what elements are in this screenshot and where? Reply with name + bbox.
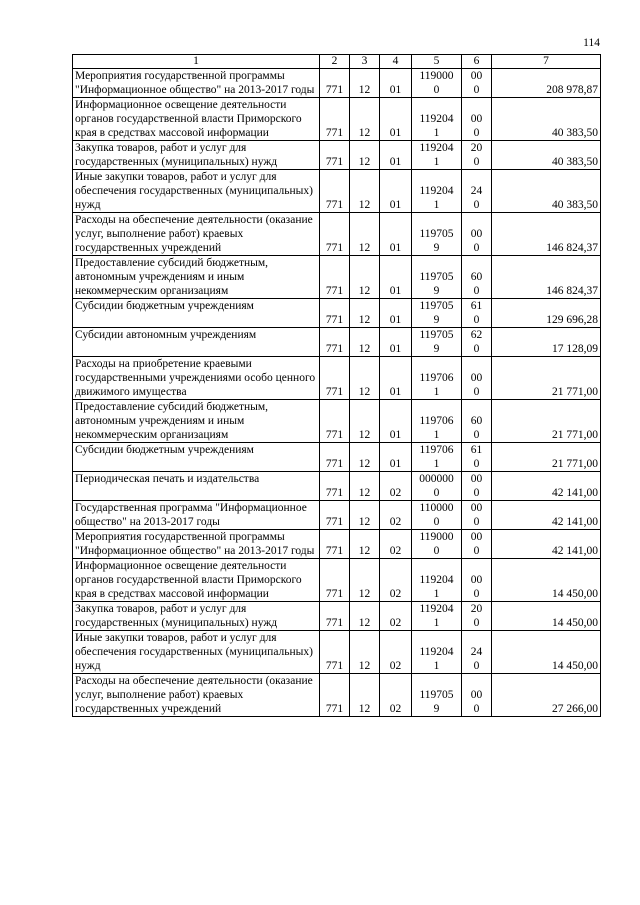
table-body — [73, 69, 601, 717]
table-row — [73, 501, 601, 530]
header-row — [73, 55, 601, 69]
row-code-5-text: 119204 1 — [419, 574, 454, 600]
header-col-3: 3 — [350, 55, 380, 69]
row-name-text: Информационное освещение деятельности органов государственной власти Приморского края в средствах массовой информации — [75, 99, 302, 139]
row-code-5-text: 119705 9 — [419, 329, 454, 355]
row-code-2-text: 771 — [325, 545, 344, 557]
row-code-3 — [350, 141, 380, 170]
row-code-4 — [380, 400, 412, 443]
row-code-3 — [350, 213, 380, 256]
row-code-2-text: 771 — [325, 617, 344, 629]
row-code-6-text: 62 0 — [470, 329, 483, 355]
row-code-4-text: 02 — [389, 545, 402, 557]
row-code-2 — [320, 170, 350, 213]
row-amount — [492, 98, 601, 141]
header-col-1: 1 — [73, 55, 320, 69]
row-code-2 — [320, 141, 350, 170]
row-name-text: Периодическая печать и издательства — [75, 473, 260, 485]
row-code-2 — [320, 501, 350, 530]
row-code-4-text: 02 — [389, 487, 402, 499]
row-name — [73, 256, 320, 299]
row-amount — [492, 328, 601, 357]
table-row — [73, 357, 601, 400]
row-name-text: Субсидии бюджетным учреждениям — [75, 300, 254, 312]
row-code-4 — [380, 472, 412, 501]
row-name-text: Субсидии бюджетным учреждениям — [75, 444, 254, 456]
row-name — [73, 472, 320, 501]
row-code-2-text: 771 — [325, 703, 344, 715]
row-code-5 — [412, 501, 462, 530]
row-amount-text: 129 696,28 — [546, 314, 598, 326]
row-code-6 — [462, 400, 492, 443]
row-code-4 — [380, 530, 412, 559]
row-code-3 — [350, 256, 380, 299]
row-code-2 — [320, 631, 350, 674]
row-code-3 — [350, 530, 380, 559]
row-name-text: Иные закупки товаров, работ и услуг для обеспечения государственных (муниципальных) нужд — [75, 171, 313, 211]
row-code-3-text: 12 — [358, 314, 371, 326]
table-row — [73, 213, 601, 256]
row-code-6-text: 60 0 — [470, 271, 483, 297]
row-code-5-text: 119705 9 — [419, 689, 454, 715]
row-code-6 — [462, 530, 492, 559]
row-code-5 — [412, 472, 462, 501]
row-code-2 — [320, 400, 350, 443]
row-code-6-text: 00 0 — [470, 502, 483, 528]
row-code-5-text: 119705 9 — [419, 228, 454, 254]
row-amount-text: 21 771,00 — [552, 429, 598, 441]
row-amount-text: 40 383,50 — [552, 127, 598, 139]
row-code-2-text: 771 — [325, 516, 344, 528]
row-code-5 — [412, 400, 462, 443]
row-amount — [492, 472, 601, 501]
row-code-6 — [462, 602, 492, 631]
row-amount-text: 42 141,00 — [552, 487, 598, 499]
row-code-6 — [462, 69, 492, 98]
row-name-text: Закупка товаров, работ и услуг для государственных (муниципальных) нужд — [75, 142, 278, 168]
row-amount-text: 42 141,00 — [552, 516, 598, 528]
row-code-3-text: 12 — [358, 458, 371, 470]
row-code-6 — [462, 98, 492, 141]
header-col-2: 2 — [320, 55, 350, 69]
header-col-5: 5 — [412, 55, 462, 69]
row-code-2 — [320, 256, 350, 299]
table-row — [73, 141, 601, 170]
row-amount — [492, 299, 601, 328]
row-code-4-text: 02 — [389, 588, 402, 600]
row-code-3 — [350, 400, 380, 443]
row-amount-text: 42 141,00 — [552, 545, 598, 557]
row-code-4-text: 02 — [389, 703, 402, 715]
row-code-6 — [462, 631, 492, 674]
row-amount-text: 17 128,09 — [552, 343, 598, 355]
table-row — [73, 170, 601, 213]
table-row — [73, 256, 601, 299]
table-row — [73, 530, 601, 559]
row-code-4 — [380, 98, 412, 141]
row-code-3-text: 12 — [358, 617, 371, 629]
row-code-4 — [380, 631, 412, 674]
row-name-text: Предоставление субсидий бюджетным, автономным учреждениям и иным некоммерческим организациям — [75, 401, 269, 441]
row-code-4-text: 02 — [389, 516, 402, 528]
row-code-2-text: 771 — [325, 660, 344, 672]
row-name — [73, 213, 320, 256]
row-code-6 — [462, 443, 492, 472]
row-code-6-text: 00 0 — [470, 228, 483, 254]
row-code-6-text: 00 0 — [470, 113, 483, 139]
table-row — [73, 602, 601, 631]
row-code-5-text: 119204 1 — [419, 185, 454, 211]
row-code-3 — [350, 328, 380, 357]
row-code-5 — [412, 357, 462, 400]
row-amount — [492, 256, 601, 299]
row-code-3 — [350, 472, 380, 501]
row-code-5-text: 119204 1 — [419, 113, 454, 139]
row-code-6-text: 00 0 — [470, 531, 483, 557]
row-code-4-text: 01 — [389, 314, 402, 326]
row-code-5-text: 119706 1 — [419, 444, 454, 470]
row-amount — [492, 443, 601, 472]
row-amount-text: 14 450,00 — [552, 660, 598, 672]
row-code-5 — [412, 170, 462, 213]
table-row — [73, 400, 601, 443]
row-name — [73, 631, 320, 674]
row-code-4 — [380, 501, 412, 530]
row-code-5 — [412, 256, 462, 299]
row-name-text: Субсидии автономным учреждениям — [75, 329, 257, 341]
row-code-5-text: 119705 9 — [419, 300, 454, 326]
row-code-4-text: 02 — [389, 617, 402, 629]
row-code-3-text: 12 — [358, 285, 371, 297]
table-row — [73, 443, 601, 472]
table-row — [73, 69, 601, 98]
row-code-5-text: 119000 0 — [419, 70, 454, 96]
row-code-5 — [412, 213, 462, 256]
row-code-4 — [380, 357, 412, 400]
row-code-3 — [350, 631, 380, 674]
row-code-6-text: 00 0 — [470, 372, 483, 398]
row-code-6-text: 24 0 — [470, 185, 483, 211]
row-code-3 — [350, 357, 380, 400]
row-code-4-text: 01 — [389, 199, 402, 211]
row-code-3-text: 12 — [358, 156, 371, 168]
row-amount — [492, 559, 601, 602]
row-code-2 — [320, 69, 350, 98]
row-name — [73, 357, 320, 400]
row-code-4 — [380, 69, 412, 98]
row-code-5 — [412, 443, 462, 472]
row-code-5 — [412, 328, 462, 357]
row-amount-text: 21 771,00 — [552, 458, 598, 470]
row-code-6 — [462, 501, 492, 530]
row-code-2-text: 771 — [325, 458, 344, 470]
row-code-6-text: 20 0 — [470, 142, 483, 168]
row-code-2-text: 771 — [325, 314, 344, 326]
row-name — [73, 328, 320, 357]
row-code-4 — [380, 170, 412, 213]
row-code-5-text: 110000 0 — [419, 502, 454, 528]
row-name — [73, 141, 320, 170]
row-code-2-text: 771 — [325, 127, 344, 139]
row-code-2 — [320, 357, 350, 400]
row-name-text: Расходы на обеспечение деятельности (оказание услуг, выполнение работ) краевых государственных учреждений — [75, 675, 313, 715]
row-amount-text: 14 450,00 — [552, 617, 598, 629]
row-amount-text: 146 824,37 — [546, 285, 598, 297]
row-code-4-text: 01 — [389, 127, 402, 139]
row-amount-text: 40 383,50 — [552, 156, 598, 168]
row-code-3 — [350, 98, 380, 141]
row-code-4-text: 01 — [389, 386, 402, 398]
row-code-2 — [320, 530, 350, 559]
row-code-5-text: 119706 1 — [419, 372, 454, 398]
row-code-4 — [380, 299, 412, 328]
row-code-2-text: 771 — [325, 199, 344, 211]
row-code-2-text: 771 — [325, 343, 344, 355]
row-code-6-text: 00 0 — [470, 70, 483, 96]
row-code-4 — [380, 674, 412, 717]
row-code-6-text: 00 0 — [470, 473, 483, 499]
row-code-4 — [380, 141, 412, 170]
row-code-2 — [320, 98, 350, 141]
row-code-3 — [350, 674, 380, 717]
row-code-3-text: 12 — [358, 242, 371, 254]
table-row — [73, 631, 601, 674]
row-amount-text: 146 824,37 — [546, 242, 598, 254]
row-code-5-text: 119705 9 — [419, 271, 454, 297]
row-code-4 — [380, 559, 412, 602]
row-name — [73, 170, 320, 213]
row-code-2-text: 771 — [325, 386, 344, 398]
row-name — [73, 501, 320, 530]
row-name-text: Мероприятия государственной программы "Информационное общество" на 2013-2017 годы — [75, 531, 315, 557]
row-code-6-text: 00 0 — [470, 574, 483, 600]
row-code-6 — [462, 559, 492, 602]
row-code-5-text: 119204 1 — [419, 646, 454, 672]
row-code-2-text: 771 — [325, 242, 344, 254]
row-code-5-text: 119204 1 — [419, 603, 454, 629]
table-row — [73, 98, 601, 141]
row-code-2-text: 771 — [325, 285, 344, 297]
row-code-4-text: 01 — [389, 429, 402, 441]
row-name-text: Государственная программа "Информационное общество" на 2013-2017 годы — [75, 502, 307, 528]
row-code-2 — [320, 328, 350, 357]
row-code-5 — [412, 559, 462, 602]
row-code-5 — [412, 602, 462, 631]
row-code-3-text: 12 — [358, 84, 371, 96]
row-code-5 — [412, 69, 462, 98]
row-name-text: Предоставление субсидий бюджетным, автономным учреждениям и иным некоммерческим организациям — [75, 257, 269, 297]
row-code-6 — [462, 674, 492, 717]
row-code-2-text: 771 — [325, 487, 344, 499]
table-row — [73, 674, 601, 717]
row-code-3 — [350, 501, 380, 530]
row-code-3-text: 12 — [358, 588, 371, 600]
row-code-3-text: 12 — [358, 516, 371, 528]
row-code-5 — [412, 141, 462, 170]
row-code-3-text: 12 — [358, 429, 371, 441]
row-amount — [492, 631, 601, 674]
row-name-text: Расходы на обеспечение деятельности (оказание услуг, выполнение работ) краевых государственных учреждений — [75, 214, 313, 254]
row-name — [73, 443, 320, 472]
row-amount — [492, 400, 601, 443]
row-code-5-text: 119706 1 — [419, 415, 454, 441]
row-code-2-text: 771 — [325, 588, 344, 600]
row-code-4 — [380, 602, 412, 631]
row-code-2-text: 771 — [325, 156, 344, 168]
row-code-5 — [412, 631, 462, 674]
row-code-3-text: 12 — [358, 487, 371, 499]
row-code-5 — [412, 299, 462, 328]
row-code-2 — [320, 602, 350, 631]
row-name — [73, 530, 320, 559]
row-amount — [492, 501, 601, 530]
row-code-4-text: 01 — [389, 285, 402, 297]
table-row — [73, 472, 601, 501]
row-name — [73, 400, 320, 443]
table-row — [73, 299, 601, 328]
row-code-6 — [462, 299, 492, 328]
row-code-6-text: 60 0 — [470, 415, 483, 441]
header-col-7: 7 — [492, 55, 601, 69]
row-code-3-text: 12 — [358, 703, 371, 715]
row-code-4-text: 01 — [389, 343, 402, 355]
row-code-6-text: 61 0 — [470, 300, 483, 326]
row-amount-text: 40 383,50 — [552, 199, 598, 211]
row-name-text: Иные закупки товаров, работ и услуг для обеспечения государственных (муниципальных) нужд — [75, 632, 313, 672]
row-code-3 — [350, 69, 380, 98]
row-code-3 — [350, 299, 380, 328]
row-code-6 — [462, 213, 492, 256]
row-name — [73, 299, 320, 328]
row-code-2-text: 771 — [325, 429, 344, 441]
row-amount — [492, 213, 601, 256]
row-name — [73, 602, 320, 631]
row-code-3 — [350, 559, 380, 602]
row-name — [73, 69, 320, 98]
row-amount-text: 21 771,00 — [552, 386, 598, 398]
row-name — [73, 674, 320, 717]
row-code-3-text: 12 — [358, 127, 371, 139]
row-code-4 — [380, 256, 412, 299]
row-code-3 — [350, 602, 380, 631]
row-code-2 — [320, 674, 350, 717]
row-code-6 — [462, 328, 492, 357]
row-code-3 — [350, 170, 380, 213]
header-col-6: 6 — [462, 55, 492, 69]
row-code-5 — [412, 98, 462, 141]
row-amount-text: 27 266,00 — [552, 703, 598, 715]
row-name-text: Мероприятия государственной программы "Информационное общество" на 2013-2017 годы — [75, 70, 315, 96]
row-code-2-text: 771 — [325, 84, 344, 96]
table-row — [73, 328, 601, 357]
row-code-4-text: 01 — [389, 242, 402, 254]
header-col-4: 4 — [380, 55, 412, 69]
budget-table — [72, 54, 601, 717]
row-code-3-text: 12 — [358, 343, 371, 355]
row-code-3-text: 12 — [358, 545, 371, 557]
row-amount — [492, 141, 601, 170]
row-code-2 — [320, 299, 350, 328]
row-amount-text: 208 978,87 — [546, 84, 598, 96]
row-code-4 — [380, 328, 412, 357]
row-code-6 — [462, 141, 492, 170]
row-code-2 — [320, 472, 350, 501]
row-amount — [492, 674, 601, 717]
row-amount — [492, 69, 601, 98]
row-code-2 — [320, 443, 350, 472]
row-amount-text: 14 450,00 — [552, 588, 598, 600]
table-row — [73, 559, 601, 602]
row-amount — [492, 602, 601, 631]
row-code-4 — [380, 443, 412, 472]
row-code-4-text: 01 — [389, 156, 402, 168]
row-name-text: Закупка товаров, работ и услуг для государственных (муниципальных) нужд — [75, 603, 278, 629]
row-code-6 — [462, 357, 492, 400]
row-name — [73, 98, 320, 141]
row-code-4-text: 01 — [389, 84, 402, 96]
row-code-3-text: 12 — [358, 199, 371, 211]
row-code-6-text: 61 0 — [470, 444, 483, 470]
row-code-6 — [462, 256, 492, 299]
row-code-5-text: 000000 0 — [419, 473, 454, 499]
row-code-5 — [412, 530, 462, 559]
row-code-4-text: 01 — [389, 458, 402, 470]
row-code-2 — [320, 213, 350, 256]
row-code-4 — [380, 213, 412, 256]
row-amount — [492, 357, 601, 400]
row-code-3 — [350, 443, 380, 472]
row-code-5-text: 119204 1 — [419, 142, 454, 168]
row-code-6-text: 20 0 — [470, 603, 483, 629]
row-code-4-text: 02 — [389, 660, 402, 672]
row-code-2 — [320, 559, 350, 602]
row-code-6-text: 24 0 — [470, 646, 483, 672]
row-code-6 — [462, 472, 492, 501]
row-code-6 — [462, 170, 492, 213]
row-name-text: Информационное освещение деятельности органов государственной власти Приморского края в средствах массовой информации — [75, 560, 302, 600]
row-name — [73, 559, 320, 602]
row-amount — [492, 170, 601, 213]
row-code-3-text: 12 — [358, 386, 371, 398]
row-amount — [492, 530, 601, 559]
page-number: 114 — [583, 37, 600, 49]
row-code-5-text: 119000 0 — [419, 531, 454, 557]
row-code-5 — [412, 674, 462, 717]
row-name-text: Расходы на приобретение краевыми государственными учреждениями особо ценного движимого имущества — [75, 358, 316, 398]
row-code-3-text: 12 — [358, 660, 371, 672]
row-code-6-text: 00 0 — [470, 689, 483, 715]
